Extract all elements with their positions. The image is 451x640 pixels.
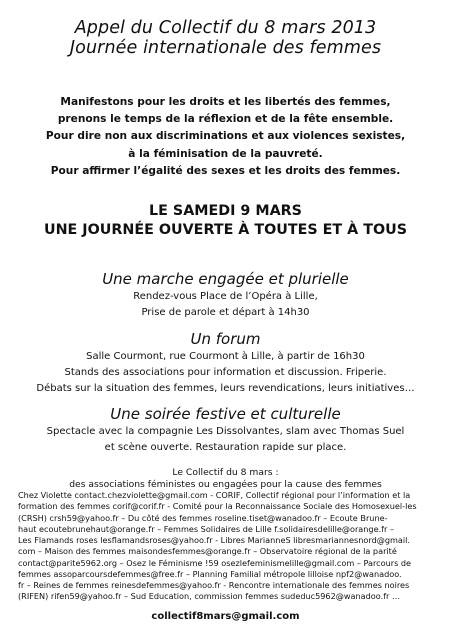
event-date: LE SAMEDI 9 MARS <box>149 203 302 219</box>
evening-section-title: Une soirée festive et culturelle <box>110 405 341 423</box>
manifesto-line: à la féminisation de la pauvreté. <box>128 147 323 160</box>
forum-detail-line: Débats sur la situation des femmes, leurs revendications, leurs initiatives… <box>36 382 415 394</box>
evening-detail-line: et scène ouverte. Restauration rapide sur place. <box>104 441 347 453</box>
member-list-line: haut ecoutebrunehaut@orange.fr – Femmes Solidaires de Lille f.solidairesdelille@orange.fr – <box>18 523 395 534</box>
evening-detail-line: Spectacle avec la compagnie Les Dissolvantes, slam avec Thomas Suel <box>46 426 405 437</box>
manifesto-block <box>0 94 451 180</box>
member-list-line: (RIFEN) rifen59@yahoo.fr – Sud Education, commission femmes sudeduc5962@wanadoo.fr … <box>18 591 401 602</box>
event-tagline: UNE JOURNÉE OUVERTE À TOUTES ET À TOUS <box>43 222 408 238</box>
member-organizations-list <box>18 490 436 603</box>
forum-detail-line: Salle Courmont, rue Courmont à Lille, à partir de 16h30 <box>86 351 365 362</box>
flyer-title <box>0 18 451 58</box>
member-list-line: Les Flamands roses lesflamandsroses@yahoo.fr - Libres MarianneS libresmariannesnord@gmail. <box>18 535 411 545</box>
manifesto-line: prenons le temps de la réflexion et de la fête ensemble. <box>57 113 394 126</box>
forum-section-title: Un forum <box>190 330 261 348</box>
member-list-line: contact@parite5962.org – Osez le Féminisme !59 osezlefeminismelille@gmail.com – Parcours de <box>18 557 412 568</box>
collectif-heading <box>0 467 451 490</box>
member-list-line: fr – Reines de femmes reinesdefemmes@yahoo.fr - Rencontre internationale des femmes noires <box>18 580 410 590</box>
member-list-line: (CRSH) crsh59@yahoo.fr – Du côté des femmes roseline.tiset@wanadoo.fr – Ecoute Brune- <box>18 512 388 523</box>
manifesto-line: Pour dire non aux discriminations et aux violences sexistes, <box>45 130 406 143</box>
forum-detail-line: Stands des associations pour information et discussion. Friperie. <box>64 366 387 378</box>
member-list-line: com – Maison des femmes maisondesfemmes@orange.fr – Observatoire régional de la parité <box>18 546 397 557</box>
forum-section-details <box>0 349 451 396</box>
member-list-line: formation des femmes corif@corif.fr - Comité pour la Reconnaissance Sociale des Homosexuel-les <box>18 501 417 512</box>
title-line-1: Appel du Collectif du 8 mars 2013 <box>74 18 377 38</box>
march-section-details <box>0 289 451 321</box>
contact-email: collectif8mars@gmail.com <box>151 611 300 622</box>
march-detail-line: Prise de parole et départ à 14h30 <box>141 306 310 318</box>
march-section-title: Une marche engagée et plurielle <box>102 270 349 288</box>
member-list-line: Chez Violette contact.chezviolette@gmail.com - CORIF, Collectif régional pour l’information et la <box>18 490 411 500</box>
member-list-line: femmes assoparcoursdefemmes@free.fr – Planning Familial métropole lilloise npf2@wanadoo. <box>18 568 402 579</box>
collectif-subheading-line: des associations féministes ou engagées pour la cause des femmes <box>69 478 382 490</box>
event-day-heading <box>0 202 451 240</box>
march-detail-line: Rendez-vous Place de l’Opéra à Lille, <box>133 291 318 302</box>
manifesto-line: Manifestons pour les droits et les libertés des femmes, <box>60 96 391 108</box>
evening-section-details <box>0 424 451 456</box>
manifesto-line: Pour affirmer l’égalité des sexes et les droits des femmes. <box>50 164 401 177</box>
collectif-heading-line: Le Collectif du 8 mars : <box>172 467 279 478</box>
title-line-2: Journée internationale des femmes <box>69 38 382 58</box>
